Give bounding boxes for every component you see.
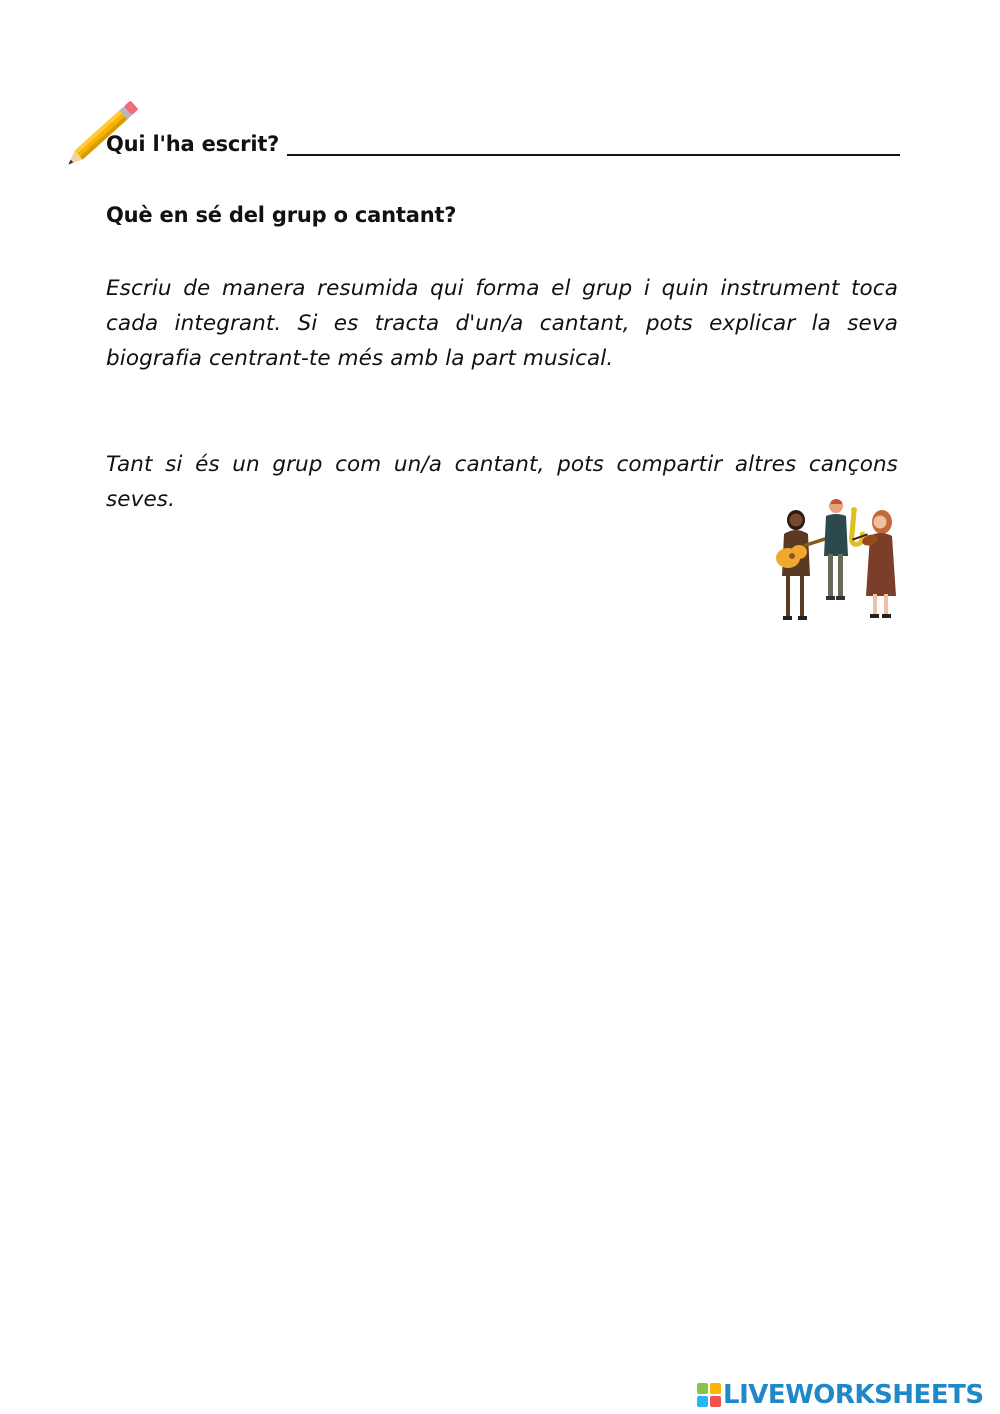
- author-question-row: [106, 132, 900, 156]
- brand-name: LIVEWORKSHEETS: [723, 1380, 984, 1410]
- instruction-paragraph: Tant si és un grup com un/a cantant, pots compartir altres cançons seves.: [106, 452, 898, 512]
- liveworksheets-logo-icon: [697, 1383, 721, 1407]
- author-question-label: Qui l'ha escrit?: [106, 132, 280, 156]
- saxophonist-figure: [824, 499, 863, 600]
- violinist-figure: [852, 510, 896, 618]
- musicians-illustration: [770, 494, 910, 626]
- liveworksheets-brand: [697, 1380, 984, 1410]
- author-answer-field[interactable]: [287, 132, 900, 156]
- section-title: Què en sé del grup o cantant?: [106, 203, 457, 227]
- guitarist-figure: [776, 510, 829, 620]
- instruction-paragraph: Escriu de manera resumida qui forma el grup i quin instrument toca cada integrant. Si es tracta d'un/a cantant, pots explicar la seva biografia centrant-te més amb la part musical.: [106, 276, 898, 371]
